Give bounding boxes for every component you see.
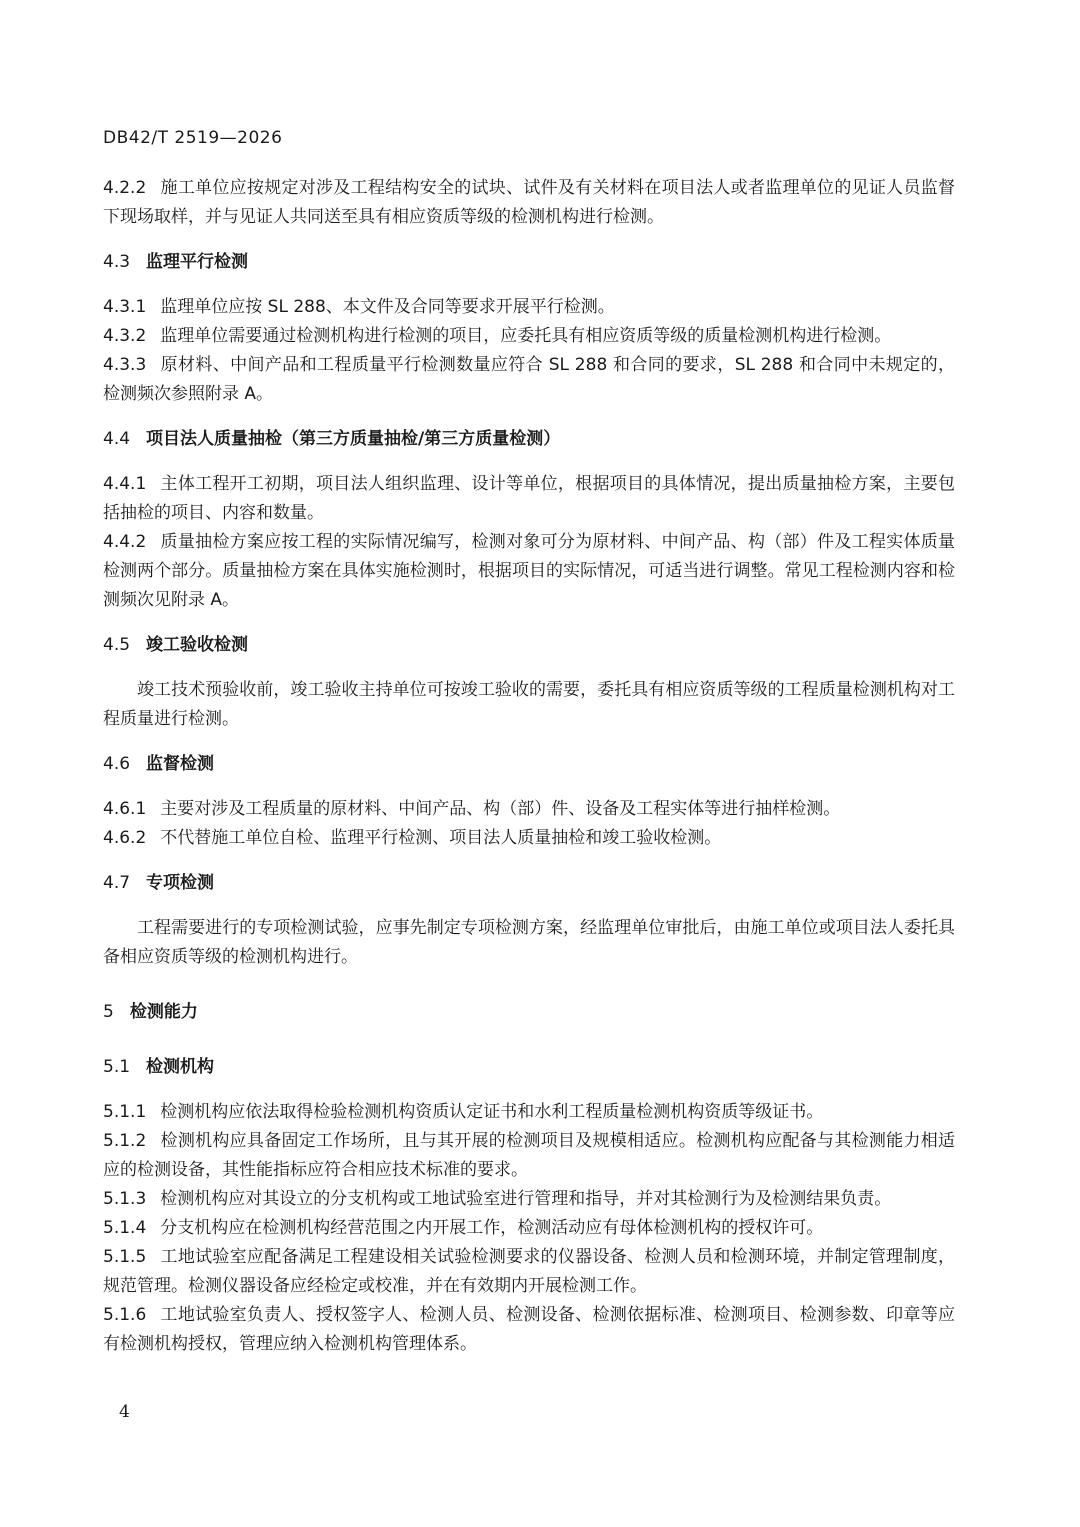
clause-4-4-2: 4.4.2 质量抽检方案应按工程的实际情况编写，检测对象可分为原材料、中间产品、构（部）件及工程实体质量检测两个部分。质量抽检方案在具体实施检测时，根据项目的实际情况，可适当进行调整。常见工程检测内容和检测频次见附录 A。 (103, 532, 955, 610)
paragraph-4-7: 工程需要进行的专项检测试验，应事先制定专项检测方案，经监理单位审批后，由施工单位或项目法人委托具备相应资质等级的检测机构进行。 (103, 918, 955, 967)
clause-4-2-2: 4.2.2 施工单位应按规定对涉及工程结构安全的试块、试件及有关材料在项目法人或者监理单位的见证人员监督下现场取样，并与见证人共同送至具有相应资质等级的检测机构进行检测。 (103, 178, 955, 227)
clause-5-1-6: 5.1.6 工地试验室负责人、授权签字人、检测人员、检测设备、检测依据标准、检测项目、检测参数、印章等应有检测机构授权，管理应纳入检测机构管理体系。 (103, 1305, 955, 1354)
heading-4-3: 4.3 监理平行检测 (103, 252, 249, 272)
heading-4-7: 4.7 专项检测 (103, 873, 215, 893)
clause-4-4-1: 4.4.1 主体工程开工初期，项目法人组织监理、设计等单位，根据项目的具体情况，提出质量抽检方案，主要包括抽检的项目、内容和数量。 (103, 474, 955, 523)
clause-5-1-1: 5.1.1 检测机构应依法取得检验检测机构资质认定证书和水利工程质量检测机构资质等级证书。 (103, 1102, 824, 1122)
clause-5-1-4: 5.1.4 分支机构应在检测机构经营范围之内开展工作，检测活动应有母体检测机构的授权许可。 (103, 1218, 824, 1238)
clause-4-6-1: 4.6.1 主要对涉及工程质量的原材料、中间产品、构（部）件、设备及工程实体等进行抽样检测。 (103, 799, 841, 819)
page-number: 4 (119, 1402, 130, 1422)
heading-4-4: 4.4 项目法人质量抽检（第三方质量抽检/第三方质量检测） (103, 429, 561, 449)
heading-4-5: 4.5 竣工验收检测 (103, 635, 249, 655)
clause-5-1-2: 5.1.2 检测机构应具备固定工作场所，且与其开展的检测项目及规模相适应。检测机构应配备与其检测能力相适应的检测设备，其性能指标应符合相应技术标准的要求。 (103, 1131, 955, 1180)
heading-5-1: 5.1 检测机构 (103, 1057, 215, 1077)
clause-5-1-3: 5.1.3 检测机构应对其设立的分支机构或工地试验室进行管理和指导，并对其检测行为及检测结果负责。 (103, 1189, 892, 1209)
clause-4-6-2: 4.6.2 不代替施工单位自检、监理平行检测、项目法人质量抽检和竣工验收检测。 (103, 828, 722, 848)
clause-4-3-3: 4.3.3 原材料、中间产品和工程质量平行检测数量应符合 SL 288 和合同的要求，SL 288 和合同中未规定的，检测频次参照附录 A。 (103, 355, 955, 404)
document-body (103, 174, 955, 1359)
clause-5-1-5: 5.1.5 工地试验室应配备满足工程建设相关试验检测要求的仪器设备、检测人员和检测环境，并制定管理制度，规范管理。检测仪器设备应经检定或校准，并在有效期内开展检测工作。 (103, 1247, 955, 1296)
document-code: DB42/T 2519—2026 (103, 128, 283, 148)
heading-4-6: 4.6 监督检测 (103, 754, 215, 774)
paragraph-4-5: 竣工技术预验收前，竣工验收主持单位可按竣工验收的需要，委托具有相应资质等级的工程质量检测机构对工程质量进行检测。 (103, 680, 955, 729)
clause-4-3-2: 4.3.2 监理单位需要通过检测机构进行检测的项目，应委托具有相应资质等级的质量检测机构进行检测。 (103, 326, 892, 346)
clause-4-3-1: 4.3.1 监理单位应按 SL 288、本文件及合同等要求开展平行检测。 (103, 297, 615, 317)
heading-5: 5 检测能力 (103, 1002, 198, 1022)
